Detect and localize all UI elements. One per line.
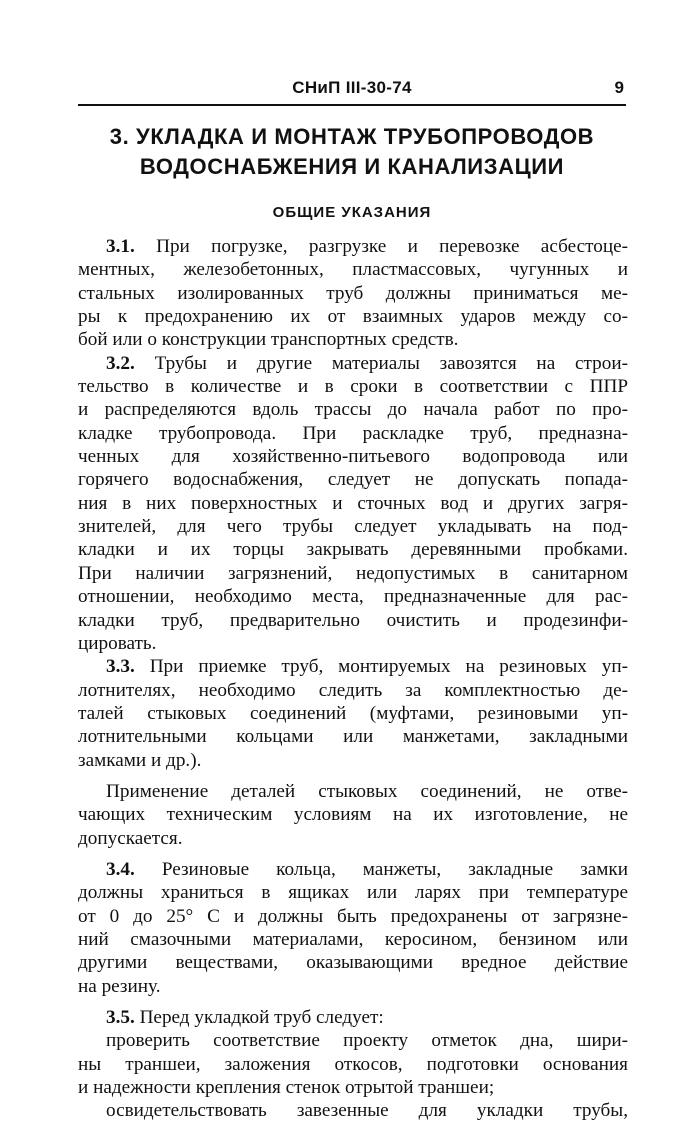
- text-line: от 0 до 25° С и должны быть предохранены от загрязне-: [78, 905, 628, 927]
- text-line: ченных для хозяйственно-питьевого водопровода или: [78, 446, 628, 468]
- text-line: 3.4. Резиновые кольца, манжеты, закладные замки: [106, 858, 628, 880]
- paragraph-number: 3.5.: [106, 1007, 135, 1028]
- document-code: СНиП III-30-74: [292, 78, 412, 97]
- text-line: лотнительными кольцами или манжетами, закладными: [78, 726, 628, 748]
- text-line: кладки и их торцы закрывать деревянными пробками.: [78, 539, 628, 561]
- text-line: освидетельствовать завезенные для укладки трубы,: [106, 1100, 628, 1122]
- paragraph-3-1: [78, 235, 628, 352]
- paragraph-3-5: [78, 1006, 628, 1029]
- text-line: ний смазочными материалами, керосином, бензином или: [78, 928, 628, 950]
- text-line: ния в них поверхностных и сточных вод и других загря-: [78, 492, 628, 514]
- text-line: ментных, железобетонных, пластмассовых, чугунных и: [78, 259, 628, 281]
- text-line: и надежности крепления стенок отрытой траншеи;: [78, 1077, 495, 1099]
- text-line: талей стыковых соединений (муфтами, резиновыми уп-: [78, 702, 628, 724]
- text-line: кладке трубопровода. При раскладке труб, предназна-: [78, 422, 628, 444]
- text-line: 3.5. Перед укладкой труб следует:: [106, 1007, 384, 1028]
- subsection-title: ОБЩИЕ УКАЗАНИЯ: [272, 204, 432, 221]
- text-line: цировать.: [78, 632, 157, 654]
- paragraph-3-4: [78, 858, 628, 998]
- running-header: [78, 78, 626, 106]
- text-line: ры к предохранению их от взаимных ударов между со-: [78, 306, 628, 328]
- paragraph-number: 3.2.: [106, 352, 135, 374]
- paragraph-3-3: [78, 655, 628, 772]
- text-line: 3.2. Трубы и другие материалы завозятся на строи-: [106, 352, 628, 374]
- text-line: другими веществами, оказывающими вредное действие: [78, 952, 628, 974]
- text-line: замками и др.).: [78, 749, 202, 771]
- paragraph-number: 3.3.: [106, 656, 135, 678]
- paragraph-3-2: [78, 352, 628, 655]
- text-line: чающих техническим условиям на их изготовление, не: [78, 804, 628, 826]
- page-number: 9: [614, 78, 624, 97]
- text-line: проверить соответствие проекту отметок дна, шири-: [106, 1030, 628, 1052]
- text-line: бой или о конструкции транспортных средств.: [78, 329, 459, 351]
- text-line: горячего водоснабжения, следует не допускать попада-: [78, 469, 628, 491]
- text-line: должны храниться в ящиках или ларях при температуре: [78, 882, 628, 904]
- text-line: 3.3. При приемке труб, монтируемых на резиновых уп-: [106, 656, 628, 678]
- paragraph-number: 3.1.: [106, 236, 135, 257]
- text-line: знителей, для чего трубы следует укладывать на под-: [78, 516, 628, 538]
- paragraph-number: 3.4.: [106, 858, 135, 880]
- list-item: [78, 1099, 628, 1122]
- text-line: стальных изолированных труб должны приниматься ме-: [78, 282, 628, 304]
- text-line: Применение деталей стыковых соединений, не отве-: [106, 780, 628, 802]
- section-title-line-1: 3. УКЛАДКА И МОНТАЖ ТРУБОПРОВОДОВ: [109, 124, 595, 149]
- text-line: ны траншеи, заложения откосов, подготовки основания: [78, 1053, 628, 1075]
- text-line: на резину.: [78, 975, 161, 997]
- list-item: [78, 1029, 628, 1099]
- text-line: допускается.: [78, 827, 183, 849]
- body-text: [78, 235, 628, 1123]
- section-title: [70, 122, 634, 182]
- text-line: отношении, необходимо места, предназначенные для рас-: [78, 586, 628, 608]
- text-line: лотнителях, необходимо следить за комплектностью де-: [78, 679, 628, 701]
- text-line: 3.1. При погрузке, разгрузке и перевозке асбестоце-: [106, 236, 628, 257]
- text-line: кладки труб, предварительно очистить и продезинфи-: [78, 609, 628, 631]
- section-title-line-2: ВОДОСНАБЖЕНИЯ И КАНАЛИЗАЦИИ: [139, 154, 565, 179]
- text-line: При наличии загрязнений, недопустимых в санитарном: [78, 562, 628, 584]
- text-line: тельство в количестве и в сроки в соответствии с ППР: [78, 376, 628, 398]
- text-line: и распределяются вдоль трассы до начала работ по про-: [78, 399, 628, 421]
- paragraph-3-3-continued: [78, 780, 628, 850]
